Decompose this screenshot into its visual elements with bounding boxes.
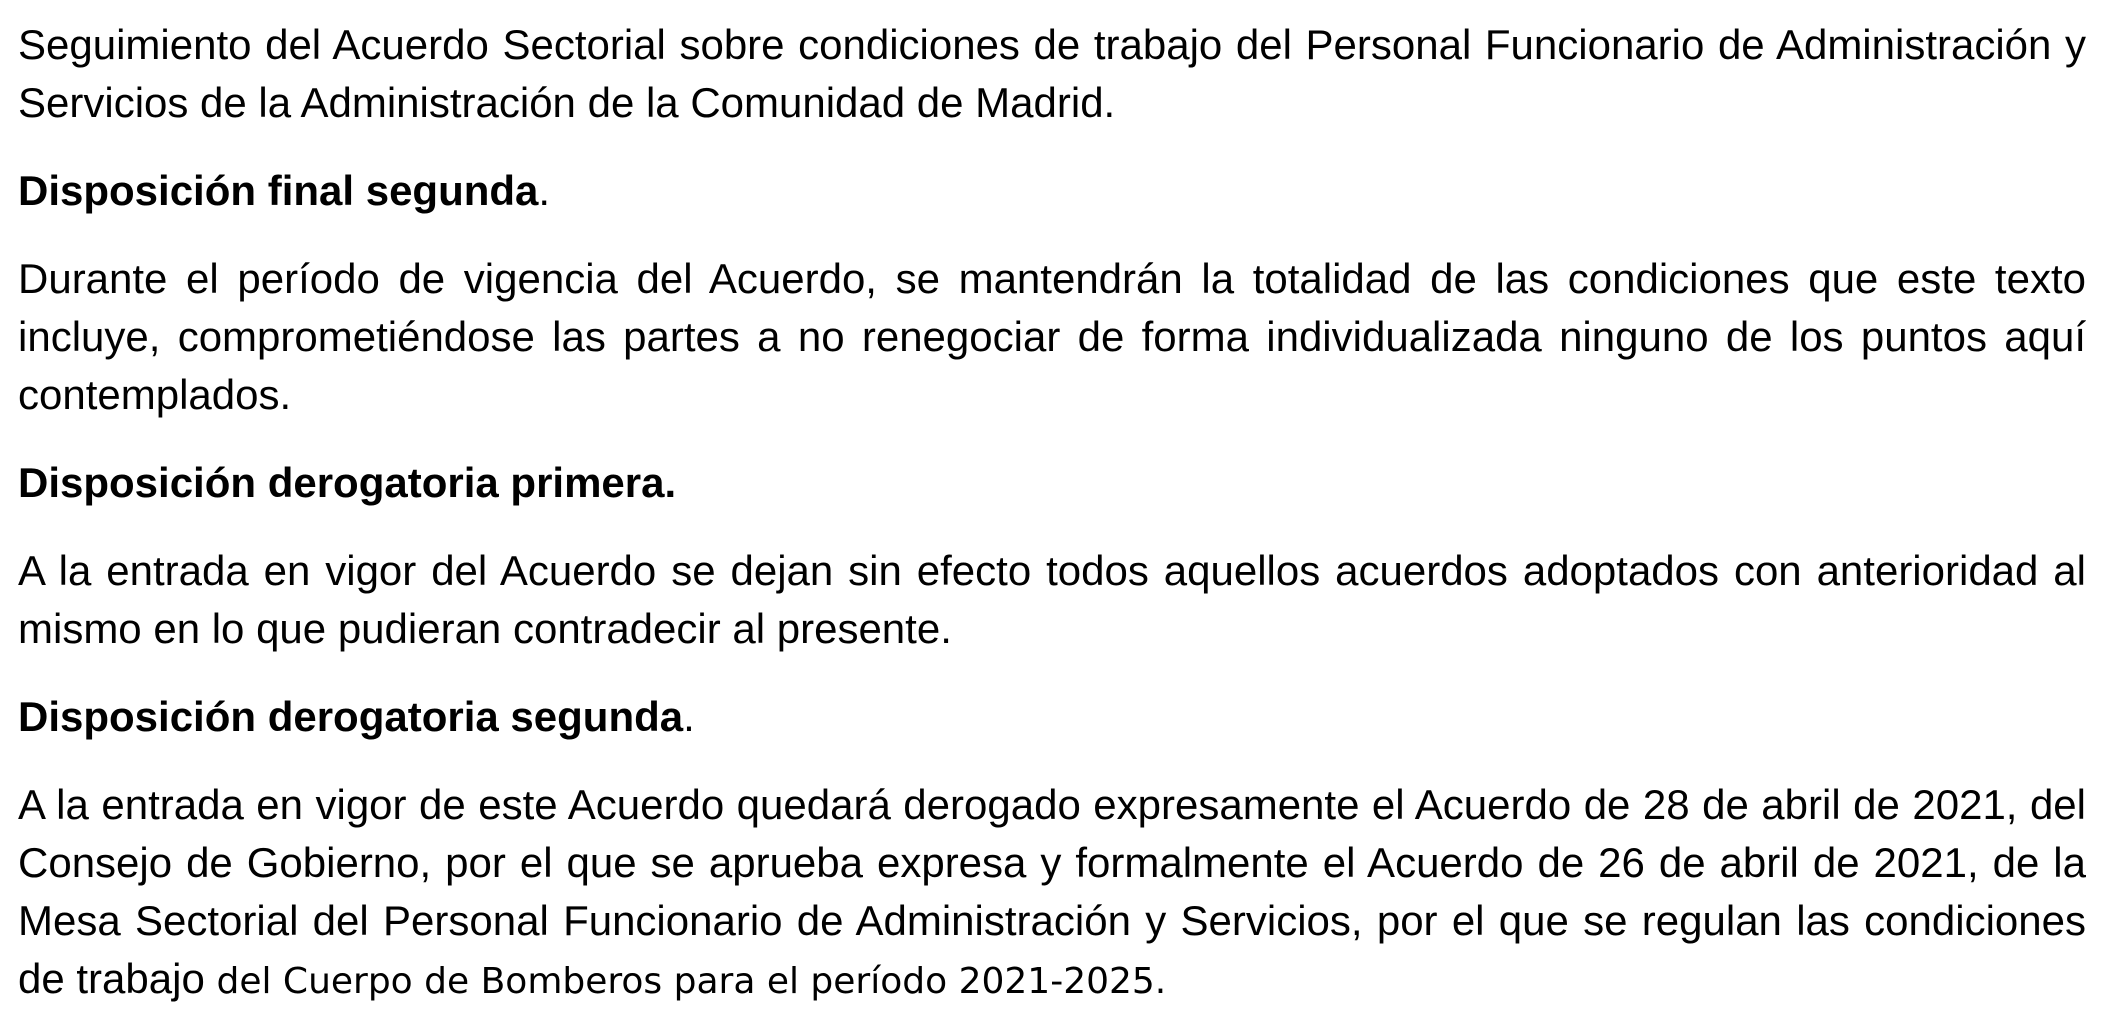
heading-disposicion-derogatoria-segunda (18, 688, 2086, 746)
heading-text: Disposición final segunda (18, 167, 539, 214)
spacer (18, 746, 2086, 776)
heading-disposicion-derogatoria-primera: Disposición derogatoria primera. (18, 459, 677, 506)
spacer (18, 512, 2086, 542)
paragraph-derogacion (18, 776, 2086, 1011)
document-page (18, 16, 2086, 1011)
heading-disposicion-final-segunda (18, 162, 2086, 220)
paragraph-vigencia: Durante el período de vigencia del Acuerdo, se mantendrán la totalidad de las condiciones que este texto incluye, comprometiéndose las partes a no renegociar de forma individualizada ninguno de los puntos aquí contemplados. (18, 255, 2086, 418)
heading-period: . (538, 167, 551, 214)
spacer (18, 220, 2086, 250)
paragraph-main-text: A la entrada en vigor de este Acuerdo quedará derogado expresamente el Acuerdo de 28 de abril de 2021, del Consejo de Gobierno, por el que se aprueba expresa y formalmente el Acuerdo de 26 de abril de 2021, de la Mesa Sectorial del Personal Funcionario de Administración y Servicios, por el que se regulan las condiciones de trabajo (18, 781, 2086, 1002)
spacer (18, 658, 2086, 688)
heading-period: . (683, 693, 695, 740)
spacer (18, 132, 2086, 162)
paragraph-seguimiento: Seguimiento del Acuerdo Sectorial sobre condiciones de trabajo del Personal Funcionario de Administración y Servicios de la Administración de la Comunidad de Madrid. (18, 21, 2086, 126)
paragraph-entrada-en-vigor: A la entrada en vigor del Acuerdo se dejan sin efecto todos aquellos acuerdos adoptados con anterioridad al mismo en lo que pudieran contradecir al presente. (18, 547, 2086, 652)
spacer (18, 424, 2086, 454)
heading-text: Disposición derogatoria segunda (18, 693, 684, 740)
paragraph-tail-text: del Cuerpo de Bomberos para el período 2021-2025. (216, 961, 1167, 1002)
